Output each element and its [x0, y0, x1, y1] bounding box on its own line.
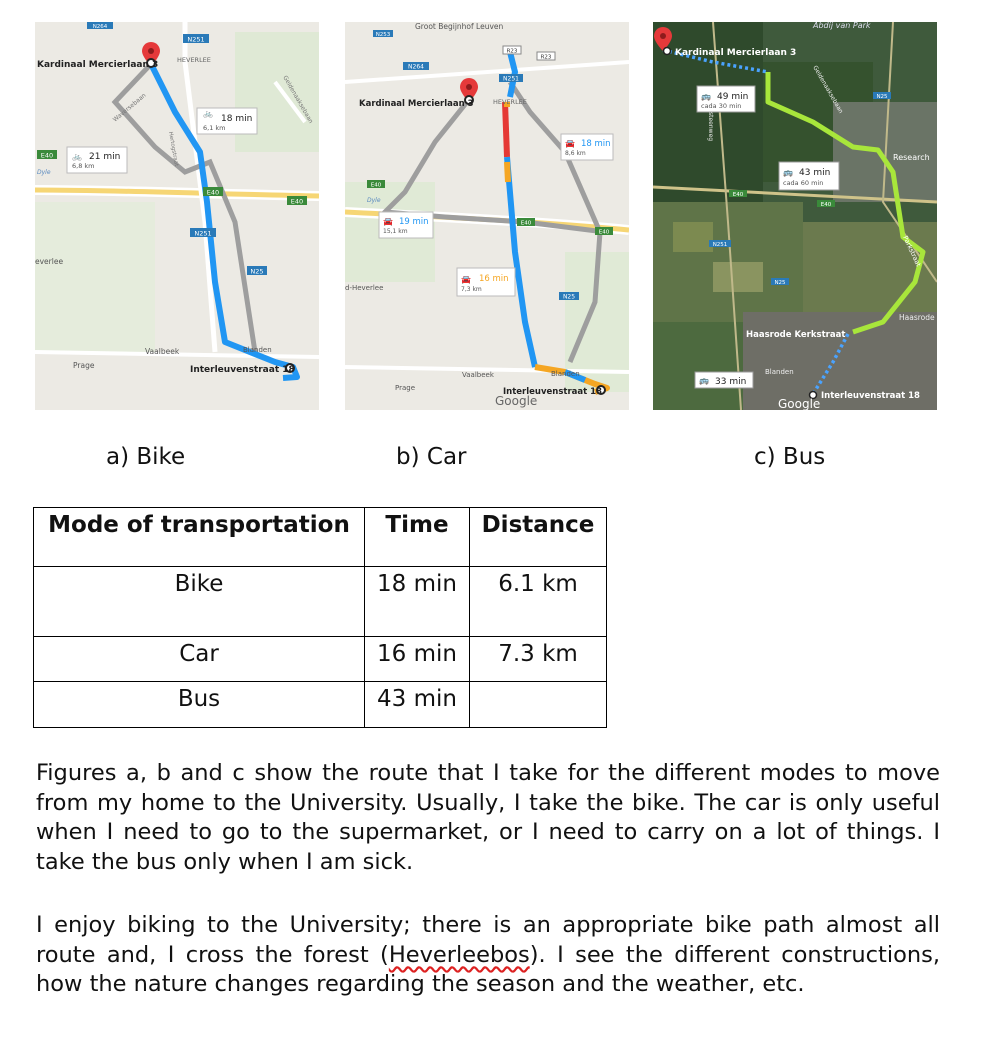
destination-label: Interleuvenstraat 18 — [190, 365, 295, 375]
paragraph-2 — [36, 911, 940, 1000]
bus-icon: 🚌 — [701, 92, 711, 101]
transport-table — [33, 507, 607, 728]
road-e40-label-2: E40 — [206, 188, 220, 197]
cell-mode: Bus — [34, 682, 365, 728]
caption-bike: a) Bike — [106, 444, 186, 470]
cell-mode: Car — [34, 637, 365, 682]
top-label: Abdij van Park — [813, 22, 871, 30]
road-e40-label: E40 — [370, 182, 382, 189]
place-blanden: Blanden — [765, 368, 794, 376]
street-geldenaaksebaan: Geldenaaksebaan — [281, 74, 315, 125]
car-icon: 🚘 — [565, 139, 575, 148]
origin-label: Kardinaal Mercierlaan 3 — [37, 60, 159, 70]
opt1-freq: cada 30 min — [701, 102, 742, 110]
road-e40-label-2: E40 — [820, 202, 832, 208]
haasrode-label: Haasrode — [899, 313, 935, 322]
street-geldenaaksebaan: Geldenaaksebaan — [811, 64, 845, 115]
road-n251-label: N251 — [187, 35, 205, 44]
bus-route-map — [653, 22, 937, 410]
caption-bus: c) Bus — [754, 444, 826, 470]
road-n264-label: N264 — [92, 24, 108, 30]
road-r23-label-2: R23 — [540, 54, 552, 61]
cell-distance — [470, 682, 607, 728]
road-n251-label-2: N251 — [194, 229, 212, 238]
road-n25-label: N25 — [774, 280, 786, 286]
cell-distance: 7.3 km — [470, 637, 607, 682]
bike-route-map — [35, 22, 319, 410]
road-e40-label-3: E40 — [598, 229, 610, 236]
origin-label: Kardinaal Mercierlaan 3 — [359, 99, 474, 109]
destination-label: Interleuvenstraat 18 — [503, 387, 602, 397]
road-n25-label: N25 — [250, 267, 264, 276]
street-steenweg: steenweg — [707, 112, 714, 142]
paragraph-1 — [36, 759, 940, 877]
route3-dist: 15,1 km — [383, 228, 408, 235]
street-hertogstraat: Hertogstraat — [167, 131, 180, 167]
place-dyle: Dyle — [367, 197, 381, 204]
road-n264-label: N264 — [408, 63, 424, 71]
paragraph-2-text — [36, 911, 940, 1000]
bus-icon-2: 🚌 — [783, 168, 793, 177]
road-e40-label-3: E40 — [290, 197, 304, 206]
place-blanden: Blanden — [551, 370, 580, 378]
road-r23-label: R23 — [506, 48, 518, 55]
research-label: Research — [893, 153, 930, 162]
heverleebos-word: Heverleebos — [388, 941, 530, 968]
route2-time: 21 min — [89, 152, 121, 162]
street-parkstraat: Parkstraat — [901, 234, 923, 268]
place-blanden: Blanden — [243, 346, 272, 354]
header-mode: Mode of transportation — [34, 508, 365, 567]
road-n251-label: N251 — [712, 242, 728, 248]
route3-time: 19 min — [399, 217, 429, 227]
street-waversebaan: Waversebaan — [111, 91, 148, 124]
place-vaalbeek: Vaalbeek — [145, 347, 180, 356]
table-row — [34, 682, 607, 728]
route2-dist: 6,8 km — [72, 162, 95, 170]
place-everlee: everlee — [35, 257, 64, 266]
place-prage: Prage — [395, 384, 416, 392]
route1-time: 18 min — [221, 114, 253, 124]
bike-icon: 🚲 — [203, 109, 213, 118]
road-n25-label-2: N25 — [876, 94, 888, 100]
road-n25-label: N25 — [562, 293, 576, 301]
table-header-row — [34, 508, 607, 567]
place-dyle: Dyle — [37, 169, 51, 176]
road-e40-label: E40 — [732, 192, 744, 198]
route1-dist: 7,3 km — [461, 286, 482, 293]
route1-time: 16 min — [479, 274, 509, 284]
route1-dist: 6,1 km — [203, 124, 226, 132]
google-logo: Google — [778, 397, 821, 410]
header-distance: Distance — [470, 508, 607, 567]
table-row — [34, 637, 607, 682]
paragraph-1-text: Figures a, b and c show the route that I take for the different modes to move from my home to the University. Usually, I take the bike. The car is only useful when I need to go to the supermarket, or I need to carry on a lot of things. I take the bus only when I am sick. — [36, 760, 940, 875]
road-e40-label: E40 — [40, 151, 54, 160]
district-label: HEVERLEE — [493, 98, 527, 106]
route2-dist: 8,6 km — [565, 150, 586, 157]
cell-time: 43 min — [365, 682, 470, 728]
road-e40-label-2: E40 — [520, 220, 532, 227]
cell-time: 18 min — [365, 567, 470, 637]
road-n251-label: N251 — [503, 75, 519, 83]
opt2-time: 43 min — [799, 168, 831, 178]
bus-icon-3: 🚌 — [699, 376, 709, 385]
top-label: Groot Begijnhof Leuven — [415, 22, 504, 31]
cell-mode: Bike — [34, 567, 365, 637]
table-row — [34, 567, 607, 637]
place-d-heverlee: d-Heverlee — [345, 284, 384, 292]
route2-time: 18 min — [581, 139, 611, 149]
origin-label: Kardinaal Mercierlaan 3 — [675, 48, 797, 58]
opt3-time: 33 min — [715, 377, 747, 387]
car-icon-2: 🚘 — [383, 217, 393, 226]
stop-haasrode-kerkstraat: Haasrode Kerkstraat — [746, 330, 846, 340]
car-route-map — [345, 22, 629, 410]
district-label: HEVERLEE — [177, 56, 211, 64]
opt1-time: 49 min — [717, 92, 749, 102]
header-time: Time — [365, 508, 470, 567]
cell-time: 16 min — [365, 637, 470, 682]
google-logo: Google — [495, 394, 538, 408]
destination-label: Interleuvenstraat 18 — [821, 391, 920, 401]
caption-car: b) Car — [396, 444, 467, 470]
road-n253-label: N253 — [375, 32, 391, 38]
cell-distance: 6.1 km — [470, 567, 607, 637]
place-vaalbeek: Vaalbeek — [462, 371, 494, 379]
car-icon-3: 🚘 — [461, 275, 471, 284]
bike-icon-2: 🚲 — [72, 152, 82, 161]
paragraph-2-after: ). I see the different constructions, how the nature changes regarding the season and the weather, etc. — [36, 941, 940, 997]
paragraph-2-before: I enjoy biking to the University; there is an appropriate bike path almost all route and, I cross the forest ( — [36, 912, 940, 968]
opt2-freq: cada 60 min — [783, 179, 824, 187]
place-prage: Prage — [73, 361, 95, 370]
